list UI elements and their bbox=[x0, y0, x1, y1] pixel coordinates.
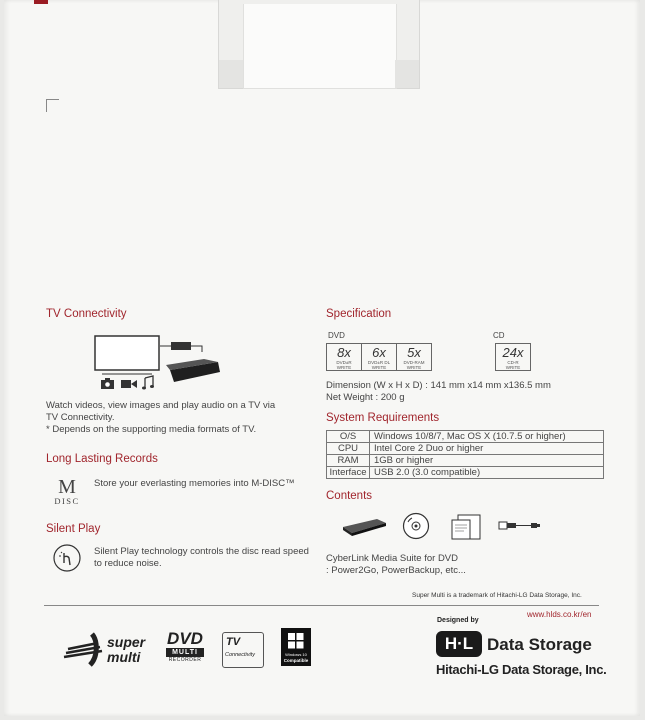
camera-icon bbox=[101, 378, 114, 389]
silent-play-hand-icon bbox=[52, 543, 82, 573]
tab-flap-left bbox=[219, 60, 243, 88]
super-multi-logo-super: super bbox=[107, 634, 146, 650]
dvd-speed-format: DVD±R bbox=[336, 360, 352, 365]
requirement-key: RAM bbox=[327, 455, 370, 467]
company-name: Hitachi-LG Data Storage, Inc. bbox=[436, 662, 607, 677]
tv-logo-text: TV bbox=[226, 636, 241, 648]
windows-logo-label: Windows 10 bbox=[285, 652, 307, 657]
dvd-speed-value: 5x bbox=[407, 345, 421, 360]
requirement-key: CPU bbox=[327, 443, 370, 455]
windows-10-compatible-logo bbox=[281, 628, 311, 666]
music-note-icon bbox=[142, 376, 154, 390]
dvd-logo-text: DVD bbox=[167, 629, 203, 648]
m-disc-logo-disc: DISC bbox=[54, 496, 80, 506]
system-requirements-table bbox=[326, 430, 604, 479]
contents-heading: Contents bbox=[326, 490, 373, 502]
usb-cable-icon bbox=[499, 519, 541, 533]
disc-icon bbox=[402, 512, 430, 540]
dvd-speed-value: 8x bbox=[337, 345, 351, 360]
table-row bbox=[327, 443, 604, 455]
requirement-value: 1GB or higher bbox=[370, 455, 604, 467]
dvd-speed-value: 6x bbox=[372, 345, 386, 360]
manual-document-icon bbox=[450, 514, 482, 540]
requirement-value: USB 2.0 (3.0 compatible) bbox=[370, 467, 604, 479]
net-weight-text: Net Weight : 200 g bbox=[326, 392, 405, 403]
dvd-speed-cell bbox=[361, 343, 396, 371]
dvd-logo-multi: MULTI bbox=[166, 648, 204, 657]
dvd-speed-row bbox=[326, 343, 432, 371]
red-edge-mark bbox=[34, 0, 48, 4]
dvd-multi-recorder-logo bbox=[164, 631, 206, 663]
requirement-value: Windows 10/8/7, Mac OS X (10.7.5 or higher) bbox=[370, 431, 604, 443]
cd-speed-format: CD-R bbox=[507, 360, 519, 365]
requirement-value: Intel Core 2 Duo or higher bbox=[370, 443, 604, 455]
silent-play-description-line1: Silent Play technology controls the disc read speed bbox=[94, 546, 309, 557]
dvd-logo-recorder: RECORDER bbox=[168, 657, 202, 663]
dvd-speed-format: DVD±R DL bbox=[367, 360, 391, 365]
specification-heading: Specification bbox=[326, 308, 392, 320]
dvd-speed-cell bbox=[326, 343, 361, 371]
video-camera-icon bbox=[121, 379, 137, 389]
tv-connectivity-logo bbox=[222, 632, 264, 668]
hl-logo-text: H·L bbox=[444, 634, 474, 653]
box-top-tab bbox=[218, 0, 420, 89]
tv-footnote: * Depends on the supporting media formats of TV. bbox=[46, 424, 257, 435]
tab-flap-right bbox=[395, 60, 419, 88]
designed-by-label: Designed by bbox=[437, 617, 479, 624]
dvd-speed-mode: WRITE bbox=[406, 365, 422, 370]
cd-speed-cell bbox=[495, 343, 531, 371]
dvd-speed-mode: WRITE bbox=[336, 365, 352, 370]
tv-connectivity-heading: TV Connectivity bbox=[46, 308, 127, 320]
records-heading: Long Lasting Records bbox=[46, 453, 158, 465]
cd-speed-value: 24x bbox=[502, 345, 524, 360]
cd-speed-mode: WRITE bbox=[505, 365, 521, 370]
dvd-speed-mode: WRITE bbox=[371, 365, 387, 370]
m-disc-logo-m: M bbox=[58, 476, 76, 498]
table-row bbox=[327, 455, 604, 467]
footer-divider bbox=[44, 605, 599, 606]
dimension-text: Dimension (W x H x D) : 141 mm x14 mm x136.5 mm bbox=[326, 380, 551, 391]
requirement-key: Interface bbox=[327, 467, 370, 479]
records-description: Store your everlasting memories into M-DISC™ bbox=[94, 478, 295, 489]
table-row bbox=[327, 467, 604, 479]
crop-corner-mark bbox=[46, 99, 59, 112]
super-multi-logo-icon bbox=[62, 631, 108, 667]
super-multi-logo-multi: multi bbox=[107, 649, 141, 665]
drive-icon bbox=[341, 515, 387, 537]
data-storage-text: Data Storage bbox=[487, 635, 592, 654]
software-line2: : Power2Go, PowerBackup, etc... bbox=[326, 565, 466, 576]
hl-logo bbox=[436, 631, 482, 657]
trademark-notice: Super Multi is a trademark of Hitachi-LG Data Storage, Inc. bbox=[412, 592, 582, 599]
windows-logo-compatible: Compatible bbox=[283, 658, 309, 663]
system-requirements-heading: System Requirements bbox=[326, 412, 440, 424]
dvd-speed-cell bbox=[396, 343, 432, 371]
table-row bbox=[327, 431, 604, 443]
dvd-label: DVD bbox=[328, 331, 345, 340]
windows-logo-icon bbox=[288, 633, 304, 649]
tab-inner-panel bbox=[243, 4, 397, 89]
tv-description-line1: Watch videos, view images and play audio on a TV via bbox=[46, 400, 276, 411]
m-disc-logo bbox=[52, 478, 82, 506]
tv-logo-connectivity: Connectivity bbox=[225, 652, 255, 658]
cd-label: CD bbox=[493, 331, 505, 340]
requirement-key: O/S bbox=[327, 431, 370, 443]
software-line1: CyberLink Media Suite for DVD bbox=[326, 553, 458, 564]
tv-description-line2: TV Connectivity. bbox=[46, 412, 115, 423]
silent-play-description-line2: to reduce noise. bbox=[94, 558, 162, 569]
dvd-speed-format: DVD-RAM bbox=[403, 360, 425, 365]
website-url[interactable]: www.hlds.co.kr/en bbox=[527, 610, 592, 619]
silent-play-heading: Silent Play bbox=[46, 523, 101, 535]
